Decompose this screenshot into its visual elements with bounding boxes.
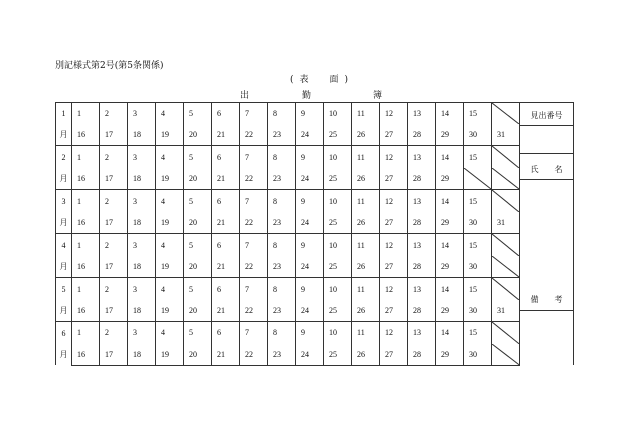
day-cell[interactable]: 10 (324, 234, 352, 257)
day-cell[interactable]: 31 (492, 300, 520, 322)
day-cell[interactable]: 13 (408, 103, 436, 125)
form-caption: 別記様式第2号(第5条関係) (55, 61, 164, 71)
day-cell[interactable]: 9 (296, 278, 324, 301)
day-cell[interactable]: 7 (240, 234, 268, 257)
day-cell[interactable]: 19 (156, 168, 184, 190)
month-label (56, 234, 72, 278)
day-cell[interactable]: 27 (380, 256, 408, 278)
title-char: 勤 (302, 91, 312, 101)
day-cell[interactable]: 17 (100, 212, 128, 234)
day-cell[interactable]: 15 (464, 278, 492, 301)
day-cell[interactable]: 19 (156, 124, 184, 146)
title-char: 簿 (373, 91, 383, 101)
day-cell[interactable]: 1 (72, 103, 100, 125)
day-cell[interactable]: 17 (100, 344, 128, 365)
day-cell[interactable]: 25 (324, 344, 352, 365)
day-cell[interactable]: 25 (324, 124, 352, 146)
day-cell[interactable]: 20 (184, 124, 212, 146)
day-cell[interactable]: 19 (156, 300, 184, 322)
month-number: 4 (61, 240, 66, 250)
day-cell[interactable]: 3 (128, 278, 156, 301)
month-row-bottom (56, 124, 574, 146)
day-cell[interactable]: 4 (156, 146, 184, 169)
day-cell[interactable]: 14 (436, 278, 464, 301)
day-cell[interactable]: 29 (436, 168, 464, 190)
month-row-bottom (56, 300, 574, 322)
day-cell[interactable]: 26 (352, 344, 380, 365)
unused-day-cell (492, 190, 520, 213)
day-cell[interactable]: 2 (100, 190, 128, 213)
day-cell[interactable]: 13 (408, 322, 436, 344)
day-cell[interactable]: 18 (128, 256, 156, 278)
unused-day-cell (492, 322, 520, 344)
day-cell[interactable]: 1 (72, 322, 100, 344)
day-cell[interactable]: 11 (352, 278, 380, 301)
month-number: 1 (61, 109, 66, 118)
day-cell[interactable]: 16 (72, 124, 100, 146)
day-cell[interactable]: 21 (212, 168, 240, 190)
day-cell[interactable]: 22 (240, 168, 268, 190)
month-unit: 月 (59, 130, 68, 139)
day-cell[interactable]: 23 (268, 344, 296, 365)
day-cell[interactable]: 4 (156, 103, 184, 125)
month-unit: 月 (59, 217, 68, 227)
side-panel (520, 103, 574, 366)
day-cell[interactable]: 14 (436, 190, 464, 213)
day-cell[interactable]: 26 (352, 168, 380, 190)
day-cell[interactable]: 30 (464, 300, 492, 322)
day-cell[interactable]: 24 (296, 344, 324, 365)
day-cell[interactable]: 27 (380, 124, 408, 146)
attendance-table (55, 102, 574, 366)
month-row-bottom (56, 168, 574, 190)
day-cell[interactable]: 29 (436, 212, 464, 234)
day-cell[interactable]: 6 (212, 146, 240, 169)
day-cell[interactable]: 17 (100, 168, 128, 190)
day-cell[interactable]: 24 (296, 256, 324, 278)
day-cell[interactable]: 30 (464, 124, 492, 146)
unused-day-cell (492, 234, 520, 257)
day-cell[interactable]: 23 (268, 256, 296, 278)
day-cell[interactable]: 16 (72, 256, 100, 278)
day-cell[interactable]: 8 (268, 322, 296, 344)
day-cell[interactable]: 22 (240, 300, 268, 322)
day-cell[interactable]: 2 (100, 103, 128, 125)
day-cell[interactable]: 15 (464, 322, 492, 344)
day-cell[interactable]: 12 (380, 322, 408, 344)
day-cell[interactable]: 16 (72, 344, 100, 365)
day-cell[interactable]: 12 (380, 234, 408, 257)
day-cell[interactable]: 28 (408, 256, 436, 278)
day-cell[interactable]: 29 (436, 124, 464, 146)
day-cell[interactable]: 11 (352, 146, 380, 169)
day-cell[interactable]: 29 (436, 256, 464, 278)
day-cell[interactable]: 1 (72, 278, 100, 301)
day-cell[interactable]: 11 (352, 234, 380, 257)
day-cell[interactable]: 13 (408, 146, 436, 169)
day-cell[interactable]: 15 (464, 146, 492, 169)
day-cell[interactable]: 24 (296, 124, 324, 146)
day-cell[interactable]: 15 (464, 103, 492, 125)
day-cell[interactable]: 23 (268, 212, 296, 234)
day-cell[interactable]: 9 (296, 322, 324, 344)
month-unit: 月 (59, 173, 68, 183)
day-cell[interactable]: 26 (352, 124, 380, 146)
heading-number-label: 見出番号 (530, 111, 563, 120)
day-cell[interactable]: 5 (184, 322, 212, 344)
day-cell[interactable]: 22 (240, 256, 268, 278)
day-cell[interactable]: 8 (268, 234, 296, 257)
day-cell[interactable]: 18 (128, 124, 156, 146)
day-cell[interactable]: 25 (324, 256, 352, 278)
day-cell[interactable]: 1 (72, 190, 100, 213)
day-cell[interactable]: 2 (100, 146, 128, 169)
day-cell[interactable]: 15 (464, 190, 492, 213)
day-cell[interactable]: 17 (100, 124, 128, 146)
day-cell[interactable]: 13 (408, 190, 436, 213)
day-cell[interactable]: 14 (436, 146, 464, 169)
day-cell[interactable]: 17 (100, 256, 128, 278)
day-cell[interactable]: 21 (212, 212, 240, 234)
day-cell[interactable]: 1 (72, 234, 100, 257)
unused-day-cell (492, 168, 520, 190)
day-cell[interactable]: 6 (212, 234, 240, 257)
day-cell[interactable]: 20 (184, 300, 212, 322)
day-cell[interactable]: 13 (408, 234, 436, 257)
unused-day-cell (492, 103, 520, 125)
title-char: 出 (240, 91, 250, 101)
day-cell[interactable]: 5 (184, 146, 212, 169)
day-cell[interactable]: 24 (296, 300, 324, 322)
day-cell[interactable]: 28 (408, 212, 436, 234)
day-cell[interactable]: 5 (184, 278, 212, 301)
unused-day-cell (492, 256, 520, 278)
month-row-bottom (56, 344, 574, 365)
day-cell[interactable]: 28 (408, 168, 436, 190)
day-cell[interactable]: 6 (212, 190, 240, 213)
day-cell[interactable]: 12 (380, 146, 408, 169)
month-row-top (56, 322, 574, 344)
day-cell[interactable]: 12 (380, 103, 408, 125)
day-cell[interactable]: 6 (212, 103, 240, 125)
day-cell[interactable]: 4 (156, 322, 184, 344)
day-cell[interactable]: 21 (212, 124, 240, 146)
day-cell[interactable]: 10 (324, 103, 352, 125)
day-cell[interactable]: 23 (268, 168, 296, 190)
month-label (56, 103, 72, 146)
unused-day-cell (492, 278, 520, 301)
day-cell[interactable]: 28 (408, 344, 436, 365)
day-cell[interactable]: 14 (436, 322, 464, 344)
day-cell[interactable]: 19 (156, 344, 184, 365)
day-cell[interactable]: 7 (240, 146, 268, 169)
month-label (56, 190, 72, 234)
day-cell[interactable]: 5 (184, 190, 212, 213)
month-unit: 月 (59, 261, 68, 271)
day-cell[interactable]: 27 (380, 212, 408, 234)
day-cell[interactable]: 3 (128, 234, 156, 257)
day-cell[interactable]: 27 (380, 300, 408, 322)
day-cell[interactable]: 9 (296, 190, 324, 213)
day-cell[interactable]: 29 (436, 300, 464, 322)
day-cell[interactable]: 14 (436, 234, 464, 257)
month-label (56, 278, 72, 322)
day-cell[interactable]: 20 (184, 212, 212, 234)
day-cell[interactable]: 22 (240, 212, 268, 234)
day-cell[interactable]: 27 (380, 344, 408, 365)
day-cell[interactable]: 7 (240, 278, 268, 301)
month-row-top (56, 146, 574, 169)
day-cell[interactable]: 31 (492, 212, 520, 234)
day-cell[interactable]: 31 (492, 124, 520, 146)
day-cell[interactable]: 4 (156, 278, 184, 301)
day-cell[interactable]: 5 (184, 103, 212, 125)
day-cell[interactable]: 11 (352, 322, 380, 344)
day-cell[interactable]: 10 (324, 278, 352, 301)
day-cell[interactable]: 2 (100, 322, 128, 344)
day-cell[interactable]: 23 (268, 124, 296, 146)
day-cell[interactable]: 24 (296, 212, 324, 234)
day-cell[interactable]: 10 (324, 190, 352, 213)
day-cell[interactable]: 20 (184, 344, 212, 365)
day-cell[interactable]: 1 (72, 146, 100, 169)
day-cell[interactable]: 16 (72, 300, 100, 322)
day-cell[interactable]: 21 (212, 300, 240, 322)
month-label (56, 146, 72, 190)
day-cell[interactable]: 29 (436, 344, 464, 365)
day-cell[interactable]: 3 (128, 103, 156, 125)
day-cell[interactable]: 16 (72, 168, 100, 190)
day-cell[interactable]: 9 (296, 103, 324, 125)
day-cell[interactable]: 24 (296, 168, 324, 190)
day-cell[interactable]: 21 (212, 256, 240, 278)
day-cell[interactable]: 9 (296, 146, 324, 169)
day-cell[interactable]: 30 (464, 212, 492, 234)
month-row-bottom (56, 212, 574, 234)
month-row-top (56, 103, 574, 125)
day-cell[interactable]: 6 (212, 278, 240, 301)
day-cell[interactable]: 3 (128, 190, 156, 213)
day-cell[interactable]: 30 (464, 344, 492, 365)
day-cell[interactable]: 22 (240, 344, 268, 365)
day-cell[interactable]: 19 (156, 256, 184, 278)
day-cell[interactable]: 25 (324, 168, 352, 190)
day-cell[interactable]: 28 (408, 300, 436, 322)
day-cell[interactable]: 18 (128, 168, 156, 190)
day-cell[interactable]: 25 (324, 300, 352, 322)
day-cell[interactable]: 2 (100, 234, 128, 257)
day-cell[interactable]: 10 (324, 322, 352, 344)
day-cell[interactable]: 7 (240, 322, 268, 344)
day-cell[interactable]: 13 (408, 278, 436, 301)
day-cell[interactable]: 4 (156, 234, 184, 257)
day-cell[interactable]: 4 (156, 190, 184, 213)
month-number: 5 (61, 284, 66, 294)
month-number: 6 (61, 328, 66, 338)
day-cell[interactable]: 26 (352, 212, 380, 234)
month-number: 2 (61, 152, 66, 162)
month-unit: 月 (59, 349, 68, 359)
day-cell[interactable]: 18 (128, 344, 156, 365)
face-label: (表 面) (290, 75, 355, 85)
day-cell[interactable]: 2 (100, 278, 128, 301)
day-cell[interactable]: 25 (324, 212, 352, 234)
day-cell[interactable]: 11 (352, 190, 380, 213)
day-cell[interactable]: 26 (352, 256, 380, 278)
day-cell[interactable]: 15 (464, 234, 492, 257)
day-cell[interactable]: 12 (380, 278, 408, 301)
day-cell[interactable]: 12 (380, 190, 408, 213)
day-cell[interactable]: 3 (128, 146, 156, 169)
day-cell[interactable]: 20 (184, 168, 212, 190)
day-cell[interactable]: 9 (296, 234, 324, 257)
day-cell[interactable]: 27 (380, 168, 408, 190)
day-cell[interactable]: 3 (128, 322, 156, 344)
unused-day-cell (464, 168, 492, 190)
day-cell[interactable]: 11 (352, 103, 380, 125)
unused-day-cell (492, 146, 520, 169)
month-row-bottom (56, 256, 574, 278)
day-cell[interactable]: 17 (100, 300, 128, 322)
day-cell[interactable]: 10 (324, 146, 352, 169)
day-cell[interactable]: 26 (352, 300, 380, 322)
month-row-top (56, 190, 574, 213)
day-cell[interactable]: 14 (436, 103, 464, 125)
day-cell[interactable]: 28 (408, 124, 436, 146)
day-cell[interactable]: 22 (240, 124, 268, 146)
unused-day-cell (492, 344, 520, 365)
month-row-top (56, 278, 574, 301)
day-cell[interactable]: 7 (240, 103, 268, 125)
day-cell[interactable]: 21 (212, 344, 240, 365)
day-cell[interactable]: 23 (268, 300, 296, 322)
month-number: 3 (61, 196, 66, 206)
day-cell[interactable]: 16 (72, 212, 100, 234)
day-cell[interactable]: 8 (268, 146, 296, 169)
name-label: 氏 名 (530, 165, 563, 174)
day-cell[interactable]: 20 (184, 256, 212, 278)
day-cell[interactable]: 7 (240, 190, 268, 213)
day-cell[interactable]: 30 (464, 256, 492, 278)
month-unit: 月 (59, 305, 68, 315)
month-label (56, 322, 72, 366)
day-cell[interactable]: 8 (268, 278, 296, 301)
day-cell[interactable]: 8 (268, 103, 296, 125)
day-cell[interactable]: 18 (128, 300, 156, 322)
day-cell[interactable]: 19 (156, 212, 184, 234)
day-cell[interactable]: 5 (184, 234, 212, 257)
remarks-label: 備 考 (530, 295, 563, 304)
day-cell[interactable]: 18 (128, 212, 156, 234)
day-cell[interactable]: 6 (212, 322, 240, 344)
month-row-top (56, 234, 574, 257)
day-cell[interactable]: 8 (268, 190, 296, 213)
